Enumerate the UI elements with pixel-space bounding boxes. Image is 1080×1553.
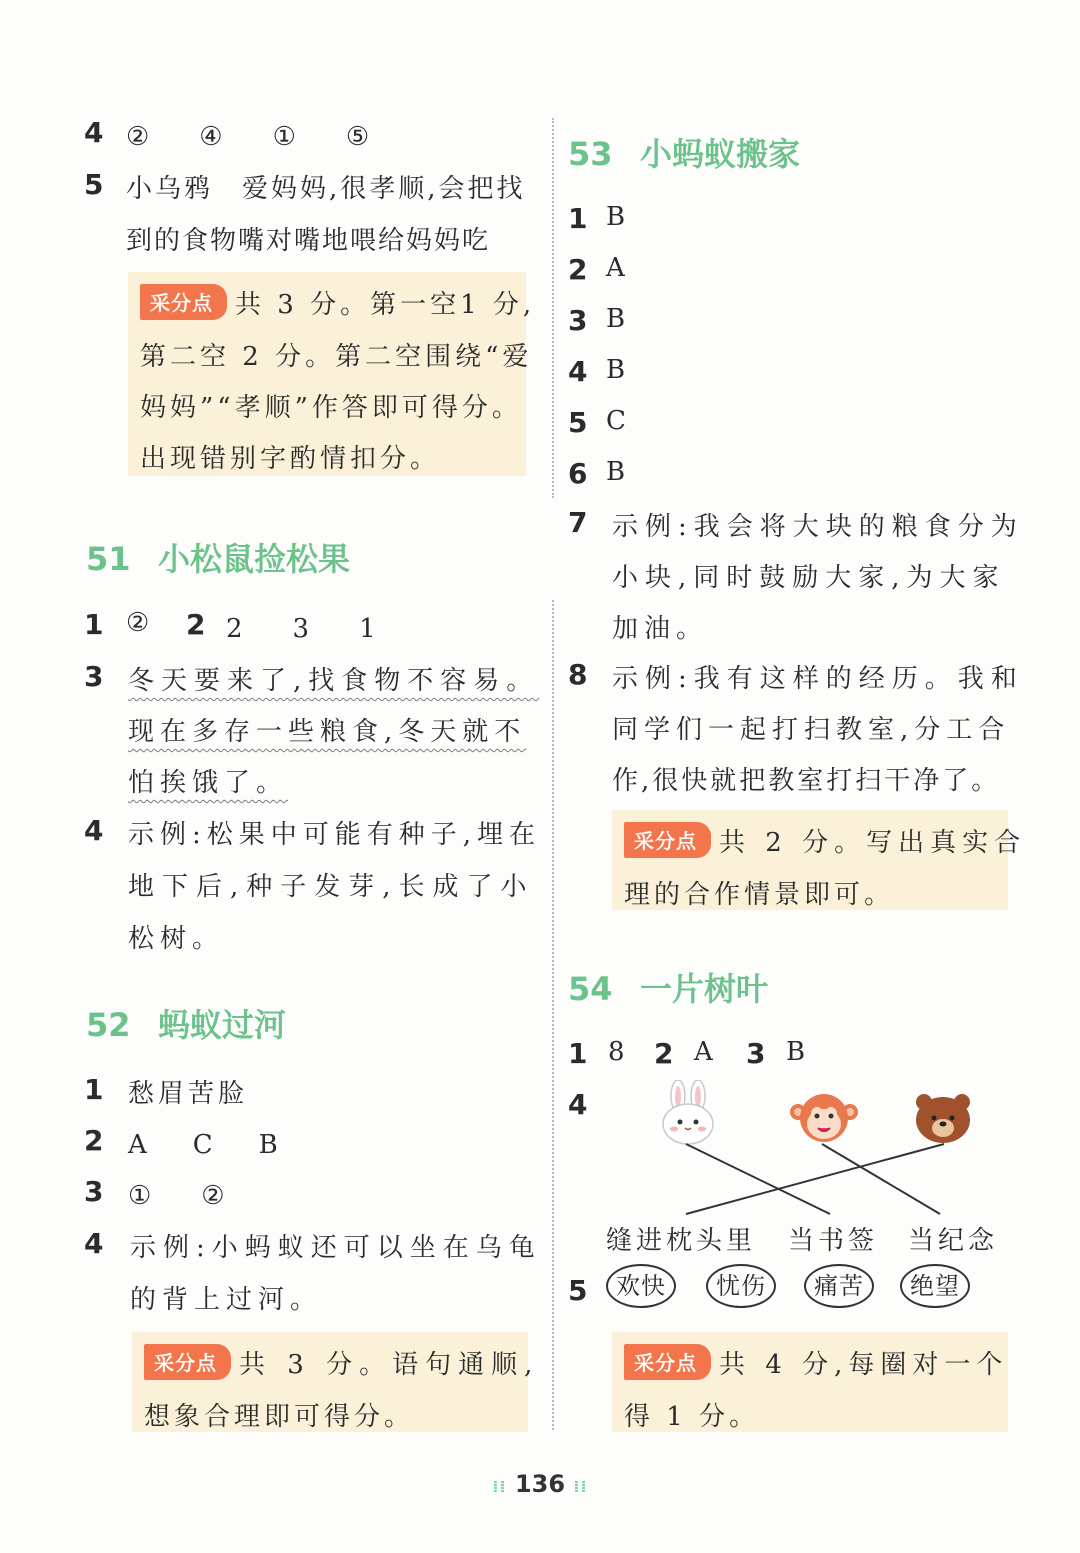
question-number: 2 (84, 1124, 104, 1157)
scoring-tag: 采分点 (624, 1344, 711, 1380)
section-number: 53 (568, 135, 613, 173)
question-number: 1 (568, 202, 588, 235)
question-number: 2 (186, 608, 206, 641)
answer-text: 愁眉苦脸 (128, 1079, 249, 1109)
question-number: 7 (568, 506, 588, 539)
answer-text: B (786, 1037, 808, 1067)
question-number: 1 (568, 1037, 588, 1070)
scoring-tag: 采分点 (140, 284, 227, 320)
answer-line: 地下后,种子发芽,长成了小 (128, 872, 535, 902)
column-divider (552, 118, 554, 498)
question-number: 1 (84, 608, 104, 641)
section-heading (568, 129, 800, 175)
answer-line: 示例:小蚂蚁还可以坐在乌龟 (130, 1233, 542, 1263)
circled-word: 绝望 (900, 1264, 970, 1308)
question-number: 4 (84, 116, 104, 149)
scoring-line: 出现错别字酌情扣分。 (140, 444, 441, 474)
section-heading (86, 1000, 286, 1046)
circled-word: 痛苦 (804, 1264, 874, 1308)
scoring-box (612, 1332, 1008, 1432)
question-number: 5 (568, 1274, 588, 1307)
question-number: 6 (568, 457, 588, 490)
answer-line: 示例:我有这样的经历。我和 (612, 664, 1024, 694)
page-number-ornament-icon: ⁞⁞ (573, 1477, 588, 1496)
answer-text: B (606, 202, 628, 232)
section-heading (568, 964, 768, 1010)
scoring-line (624, 822, 1026, 859)
scoring-box (132, 1332, 540, 1432)
question-number: 4 (84, 1227, 104, 1260)
question-number: 3 (84, 660, 104, 693)
scoring-box (612, 810, 1027, 910)
answer-text: B (606, 355, 628, 385)
answer-text: ① ② (128, 1181, 237, 1211)
section-title: 小蚂蚁搬家 (640, 135, 801, 173)
question-number: 5 (568, 406, 588, 439)
circled-word: 欢快 (606, 1264, 676, 1308)
answer-line: 小乌鸦 爱妈妈,很孝顺,会把找 (126, 174, 526, 204)
column-divider (552, 600, 554, 1430)
page-number-ornament-icon: ⁞⁞ (492, 1477, 507, 1496)
answer-line: 示例:松果中可能有种子,埋在 (128, 820, 542, 850)
answer-text: B (606, 457, 628, 487)
page-number-text: 136 (514, 1470, 566, 1498)
section-number: 51 (86, 540, 131, 578)
matching-choice: 当书签 (788, 1226, 879, 1256)
question-number: 1 (84, 1073, 104, 1106)
answer-line: 到的食物嘴对嘴地喂给妈妈吃 (126, 226, 491, 256)
question-number: 3 (84, 1175, 104, 1208)
scoring-box (128, 272, 536, 476)
scoring-line: 妈妈”“孝顺”作答即可得分。 (140, 393, 522, 423)
question-number: 4 (84, 814, 104, 847)
question-number: 4 (568, 1088, 588, 1121)
scoring-text: 共 4 分,每圈对一个 (719, 1350, 1009, 1380)
answer-line: 加油。 (612, 614, 709, 644)
matching-choice: 当纪念 (908, 1226, 999, 1256)
answer-line: 作,很快就把教室打扫干净了。 (612, 766, 1001, 796)
section-heading (86, 534, 350, 580)
answer-text: 8 (608, 1037, 627, 1067)
question-number: 5 (84, 168, 104, 201)
answer-line: 冬天要来了,找食物不容易。 (128, 666, 540, 696)
section-title: 小松鼠捡松果 (158, 540, 351, 578)
scoring-tag: 采分点 (144, 1344, 231, 1380)
answer-text: A (606, 253, 627, 283)
scoring-line (624, 1344, 1008, 1381)
question-number: 4 (568, 355, 588, 388)
scoring-line: 想象合理即可得分。 (144, 1402, 415, 1432)
page-number (0, 1470, 1080, 1498)
answer-text: A C B (128, 1130, 288, 1160)
question-number: 3 (568, 304, 588, 337)
scoring-text: 共 3 分。语句通顺, (239, 1350, 540, 1380)
answer-line: 怕挨饿了。 (128, 768, 289, 798)
question-number: 2 (568, 253, 588, 286)
circled-word: 忧伤 (706, 1264, 776, 1308)
section-title: 蚂蚁过河 (158, 1006, 287, 1044)
answer-text: B (606, 304, 628, 334)
scoring-line (144, 1344, 539, 1381)
answer-line: 小块,同时鼓励大家,为大家 (612, 563, 1006, 593)
answer-line: 松树。 (128, 924, 225, 954)
scoring-tag: 采分点 (624, 822, 711, 858)
scoring-line: 得 1 分。 (624, 1402, 760, 1432)
question-number: 2 (654, 1037, 674, 1070)
scoring-line: 第二空 2 分。第二空围绕“爱 (140, 342, 533, 372)
answer-line: 同学们一起打扫教室,分工合 (612, 715, 1011, 745)
answer-line: 示例:我会将大块的粮食分为 (612, 512, 1024, 542)
scoring-line (140, 284, 535, 321)
section-number: 54 (568, 970, 613, 1008)
answer-line: 的背上过河。 (130, 1285, 323, 1315)
answer-text: A (694, 1037, 715, 1067)
answer-text: 2 3 1 (226, 614, 388, 644)
scoring-text: 共 3 分。第一空1 分, (235, 290, 536, 320)
answer-text: ② (126, 608, 152, 638)
matching-choice: 缝进枕头里 (606, 1226, 757, 1256)
answer-text: ② ④ ① ⑤ (126, 122, 382, 152)
question-number: 3 (746, 1037, 766, 1070)
scoring-text: 共 2 分。写出真实合 (719, 828, 1027, 858)
matching-lines (600, 1130, 1020, 1230)
question-number: 8 (568, 658, 588, 691)
section-title: 一片树叶 (640, 970, 769, 1008)
answer-text: C (606, 406, 628, 436)
answer-line: 现在多存一些粮食,冬天就不 (128, 717, 527, 747)
section-number: 52 (86, 1006, 131, 1044)
scoring-line: 理的合作情景即可。 (624, 880, 895, 910)
